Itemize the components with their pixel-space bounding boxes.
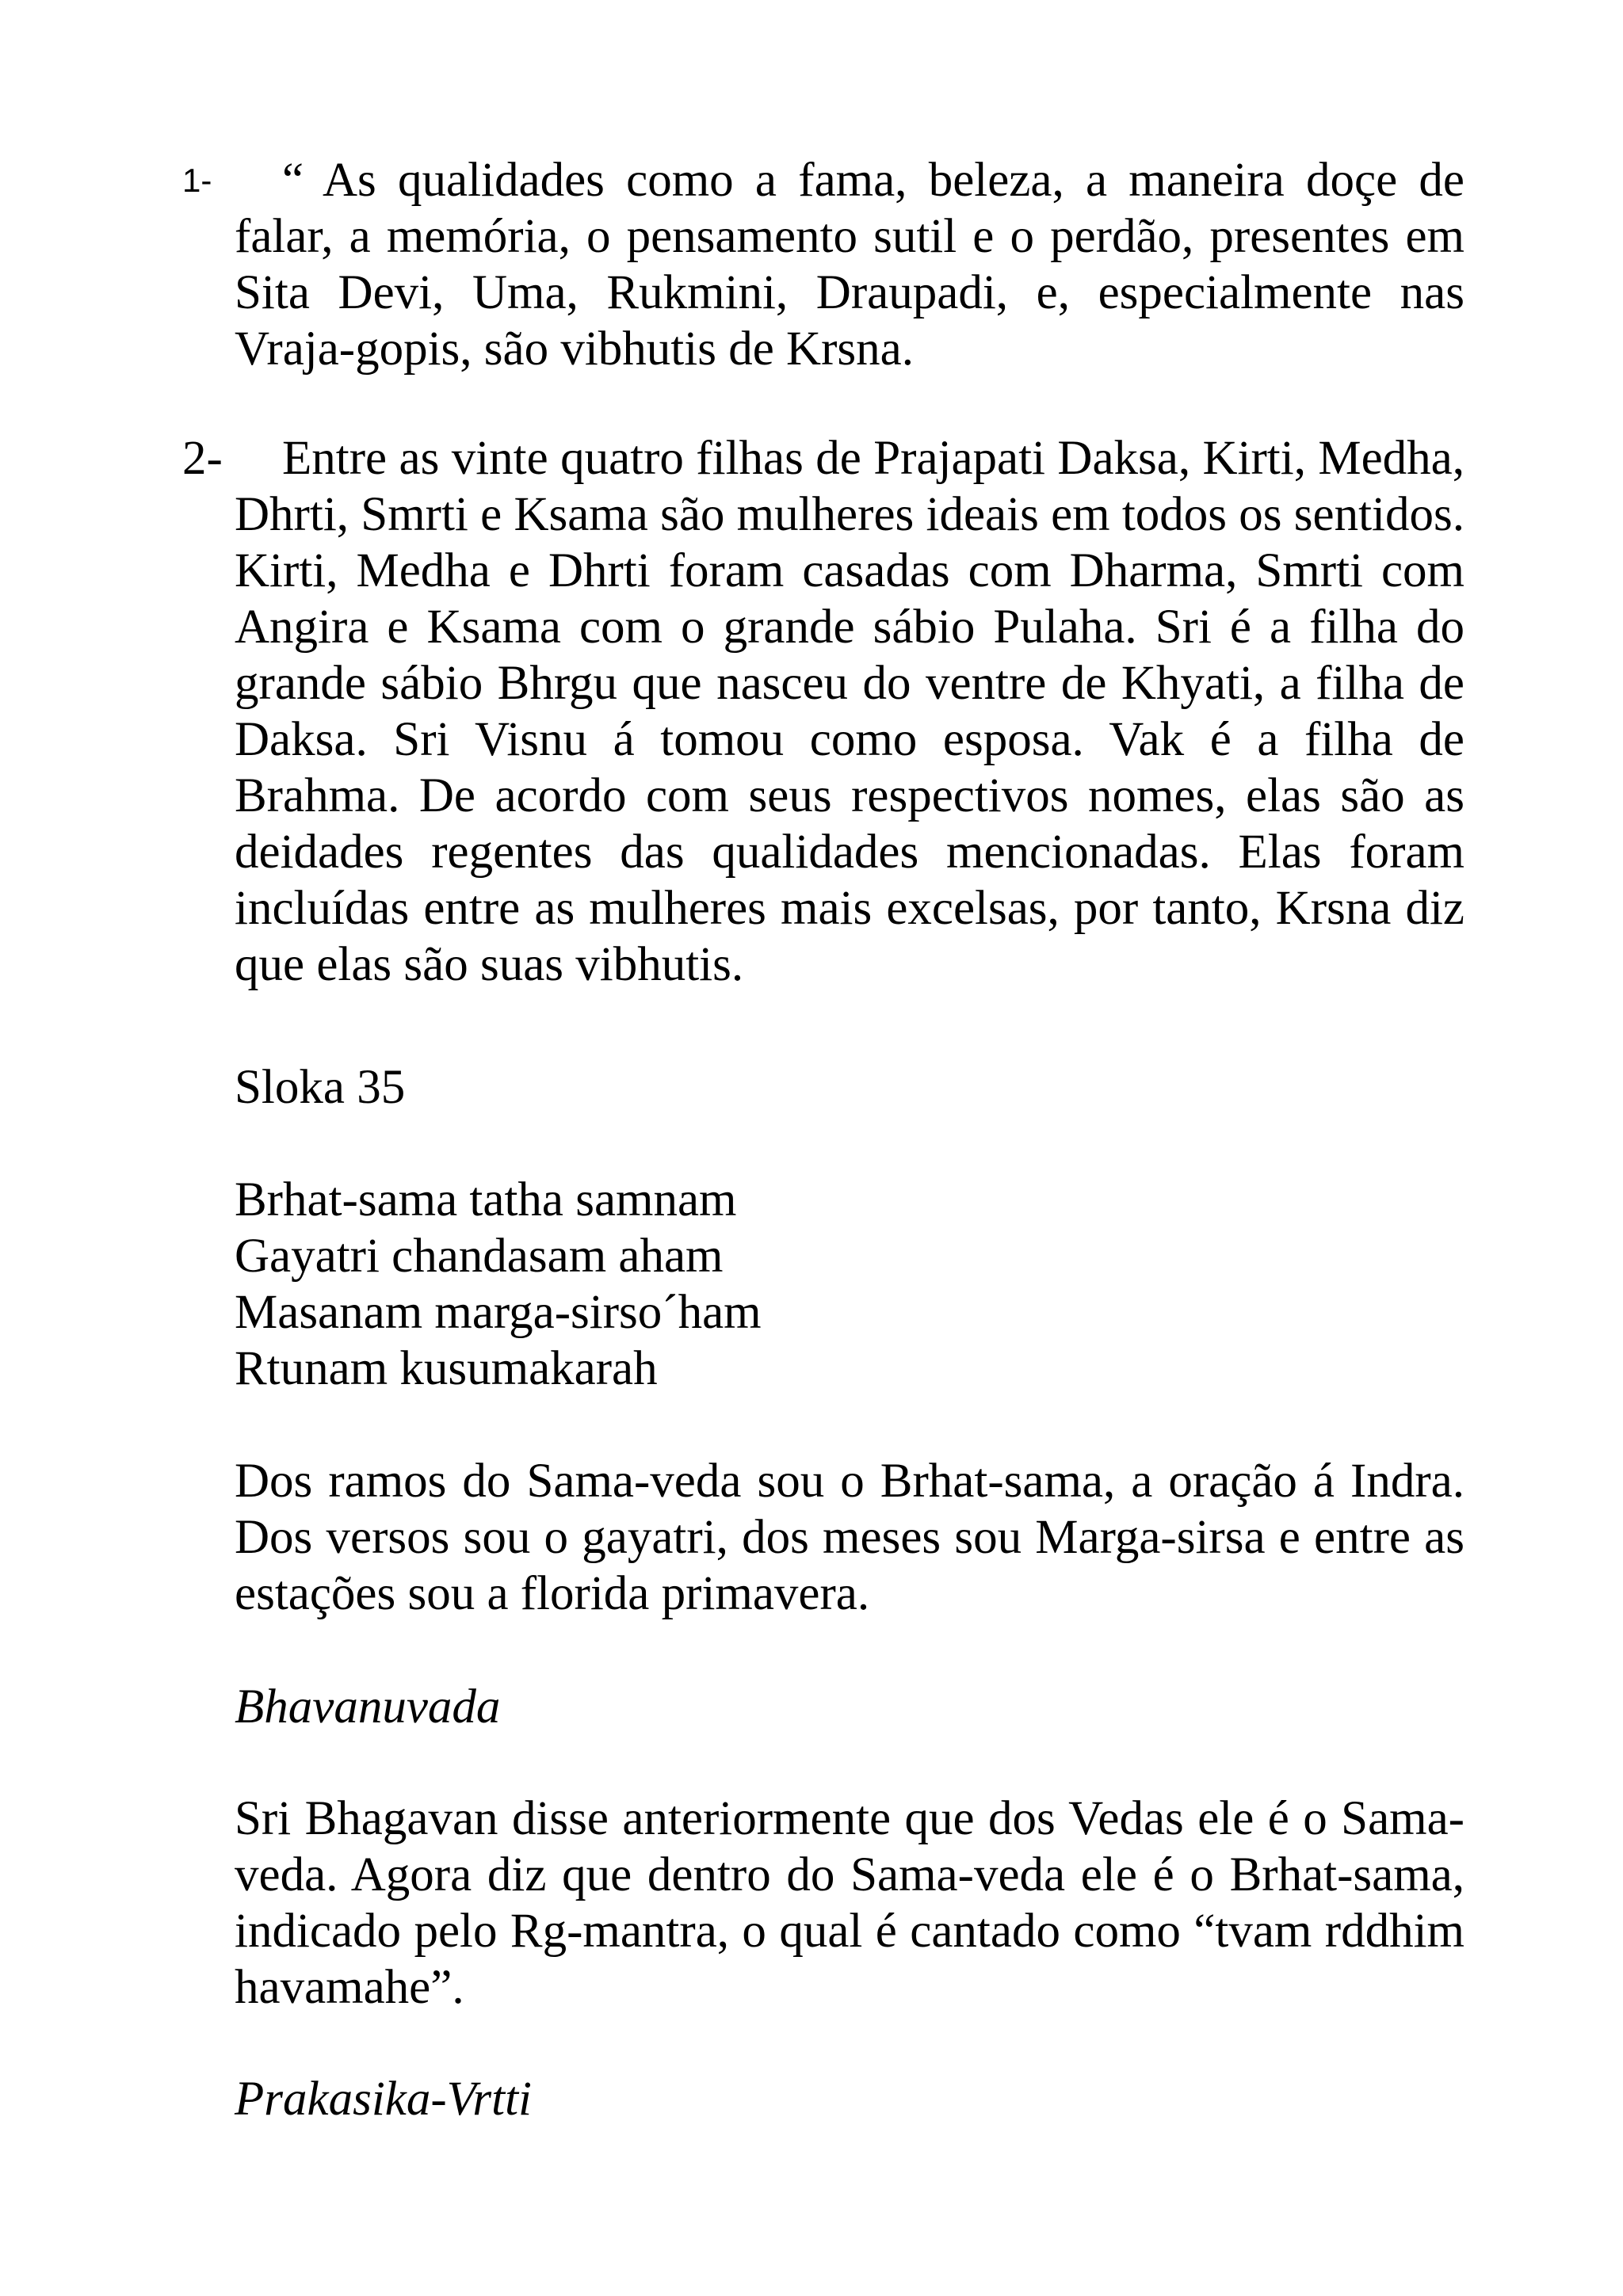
sloka-heading: Sloka 35: [235, 1061, 406, 1114]
item-text-2: Entre as vinte quatro filhas de Prajapati Daksa, Kirti, Medha, Dhrti, Smrti e Ksama são mulheres ideais em todos os sentidos. Kirti, Medha e Dhrti foram casadas com Dharma, Smrti com Angira e Ksama com o grande sábio Pulaha. Sri é a filha do grande sábio Bhrgu que nasceu do ventre de Khyati, a filha de Daksa. Sri Visnu á tomou como esposa. Vak é a filha de Brahma. De acordo com seus respectivos nomes, elas são as deidades regentes das qualidades mencionadas. Elas foram incluídas entre as mulheres mais excelsas, por tanto, Krsna diz que elas são suas vibhutis.: [235, 432, 1465, 991]
verse-translation: Dos ramos do Sama-veda sou o Brhat-sama, a oração á Indra. Dos versos sou o gayatri, dos meses sou Marga-sirsa e entre as estações sou a florida primavera.: [235, 1455, 1465, 1620]
bhavanuvada-text: Sri Bhagavan disse anteriormente que dos Vedas ele é o Sama-veda. Agora diz que dentro do Sama-veda ele é o Brhat-sama, indicado pelo Rg-mantra, o qual é cantado como “tvam rddhim havamahe”.: [235, 1792, 1465, 2014]
sanskrit-verse: [235, 1172, 762, 1397]
prakasika-heading: Prakasika-Vrtti: [235, 2073, 532, 2126]
item-number-2: 2-: [182, 432, 223, 485]
item-number-1: 1-: [182, 162, 212, 199]
bhavanuvada-heading: Bhavanuvada: [235, 1680, 501, 1733]
verse-line: Gayatri chandasam aham: [235, 1230, 724, 1283]
item-text-1: “ As qualidades como a fama, beleza, a maneira doçe de falar, a memória, o pensamento sutil e o perdão, presentes em Sita Devi, Uma, Rukmini, Draupadi, e, especialmente nas Vraja-gopis, são vibhutis de Krsna.: [235, 154, 1465, 376]
verse-line: Brhat-sama tatha samnam: [235, 1173, 737, 1226]
verse-line: Masanam marga-sirso´ham: [235, 1286, 762, 1339]
verse-line: Rtunam kusumakarah: [235, 1342, 658, 1395]
